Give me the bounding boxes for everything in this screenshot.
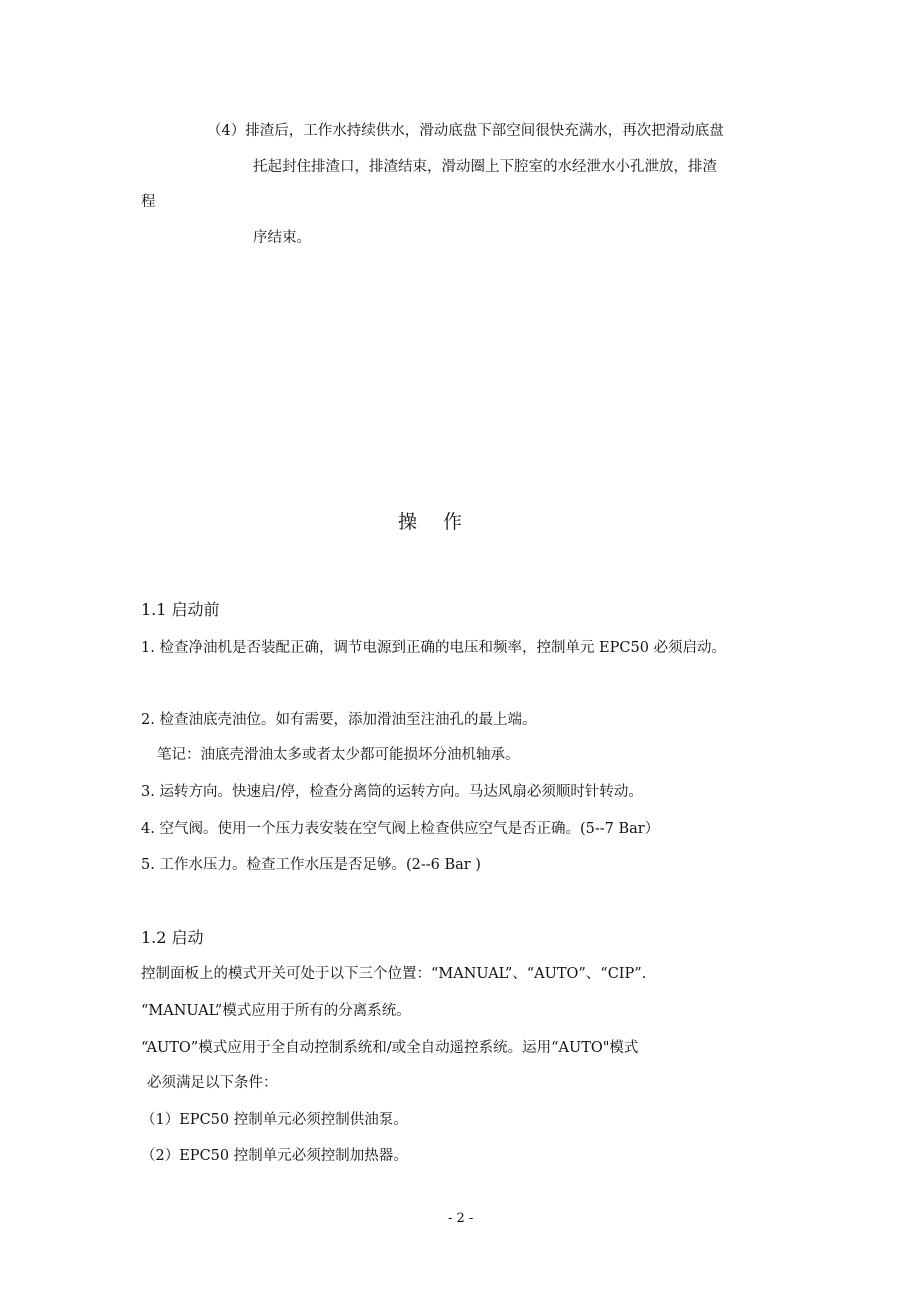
section-1-heading: 1.1 启动前 <box>141 600 220 619</box>
intro-line-4: 序结束。 <box>253 230 311 246</box>
title-char-1: 操 <box>398 511 418 533</box>
page-title <box>398 510 462 534</box>
intro-line-2: 托起封住排渣口，排渣结束，滑动圈上下腔室的水经泄水小孔泄放，排渣 <box>253 159 717 175</box>
section-1-item-4: 4. 空气阀。使用一个压力表安装在空气阀上检查供应空气是否正确。(5--7 Bar） <box>141 821 660 837</box>
section-2-condition-2: （2）EPC50 控制单元必须控制加热器。 <box>141 1148 408 1164</box>
intro-line-3: 程 <box>141 194 156 210</box>
section-2-line-1: 控制面板上的模式开关可处于以下三个位置：“MANUAL”、“AUTO”、“CIP”. <box>141 966 647 982</box>
section-1-note: 笔记：油底壳滑油太多或者太少都可能损坏分油机轴承。 <box>157 747 520 763</box>
page-number: - 2 - <box>448 1211 474 1226</box>
section-1-item-5: 5. 工作水压力。检查工作水压是否足够。(2--6 Bar ) <box>141 857 481 873</box>
section-1-item-1: 1. 检查净油机是否装配正确，调节电源到正确的电压和频率，控制单元 EPC50 必须启动。 <box>141 640 727 656</box>
section-2-line-4: 必须满足以下条件： <box>147 1075 278 1091</box>
section-2-line-2: “MANUAL”模式应用于所有的分离系统。 <box>141 1003 411 1019</box>
section-2-heading: 1.2 启动 <box>141 928 204 947</box>
section-1-item-3: 3. 运转方向。快速启/停，检查分离筒的运转方向。马达风扇必须顺时针转动。 <box>141 784 643 800</box>
title-char-2: 作 <box>443 511 463 533</box>
intro-line-1: （4）排渣后，工作水持续供水，滑动底盘下部空间很快充满水，再次把滑动底盘 <box>207 123 724 139</box>
section-2-condition-1: （1）EPC50 控制单元必须控制供油泵。 <box>141 1112 408 1128</box>
section-1-item-2: 2. 检查油底壳油位。如有需要，添加滑油至注油孔的最上端。 <box>141 712 537 728</box>
section-2-line-3: “AUTO”模式应用于全自动控制系统和/或全自动遥控系统。运用“AUTO"模式 <box>141 1040 639 1056</box>
